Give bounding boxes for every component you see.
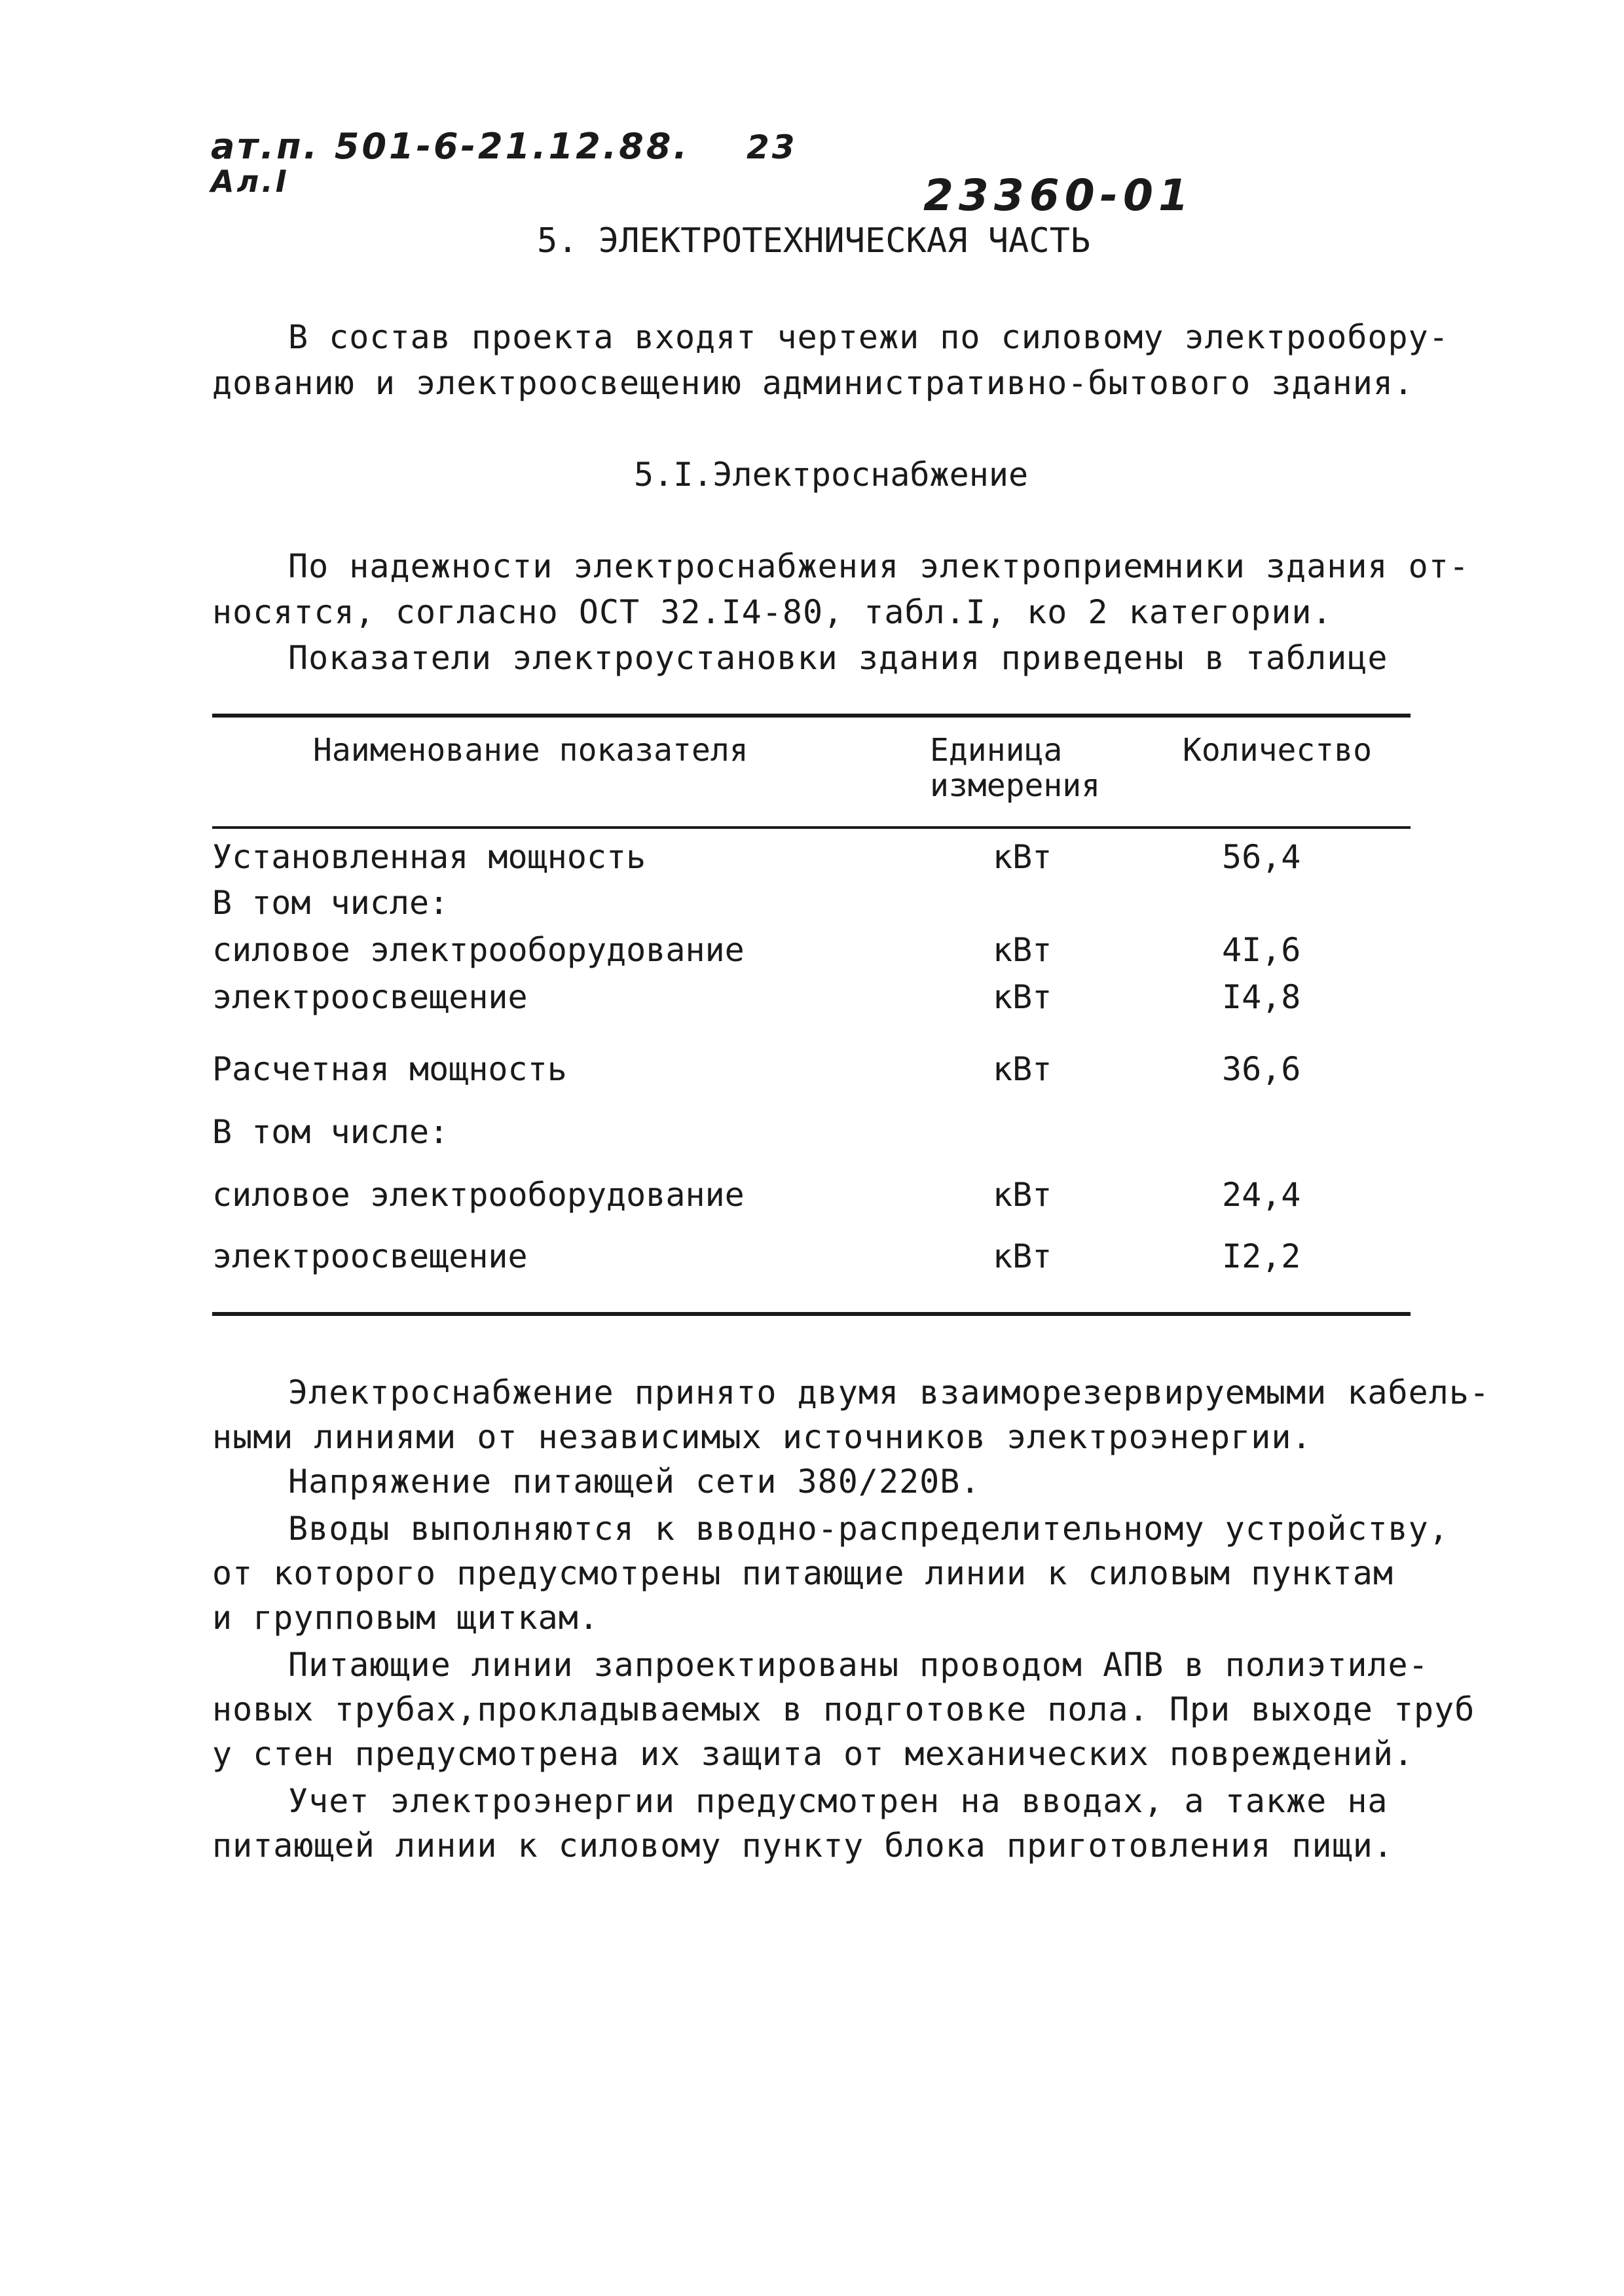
table-header-name: Наименование показателя xyxy=(313,732,748,769)
table-row-value: 36,6 xyxy=(1222,1050,1301,1088)
page-number: 23 xyxy=(747,128,798,166)
intro-line-2: дованию и электроосвещению административно-бытового здания. xyxy=(212,364,1414,402)
body-line-11: питающей линии к силовому пункту блока приготовления пищи. xyxy=(212,1827,1393,1865)
reliability-line-2: носятся, согласно ОСТ 32.I4-80, табл.I, ко 2 категории. xyxy=(212,593,1333,631)
body-line-6: и групповым щиткам. xyxy=(212,1599,599,1637)
table-row-name: электроосвещение xyxy=(212,1237,528,1275)
table-row-name: электроосвещение xyxy=(212,978,528,1016)
table-row-name: В том числе: xyxy=(212,1113,449,1151)
reliability-line-3: Показатели электроустановки здания приведены в таблице xyxy=(288,639,1388,677)
table-row-value: 4I,6 xyxy=(1222,931,1301,969)
body-line-5: от которого предусмотрены питающие линии к силовым пунктам xyxy=(212,1554,1393,1592)
body-line-1: Электроснабжение принято двумя взаиморезервируемыми кабель- xyxy=(288,1374,1490,1412)
table-header-quantity: Количество xyxy=(1183,732,1372,769)
table-row-unit: кВт xyxy=(993,1176,1052,1214)
table-row-unit: кВт xyxy=(993,1050,1052,1088)
body-line-4: Вводы выполняются к вводно-распределительному устройству, xyxy=(288,1510,1449,1548)
body-line-3: Напряжение питающей сети 380/220В. xyxy=(288,1463,981,1501)
body-line-2: ными линиями от независимых источников электроэнергии. xyxy=(212,1418,1312,1456)
table-top-rule xyxy=(212,714,1411,718)
body-line-10: Учет электроэнергии предусмотрен на вводах, а также на xyxy=(288,1782,1388,1820)
table-row-name: силовое электрооборудование xyxy=(212,1176,745,1214)
sheet-label: Ал.I xyxy=(211,164,289,199)
table-row-unit: кВт xyxy=(993,1237,1052,1275)
table-row-value: 56,4 xyxy=(1222,838,1301,876)
table-row-unit: кВт xyxy=(993,978,1052,1016)
body-line-7: Питающие линии запроектированы проводом АПВ в полиэтиле- xyxy=(288,1646,1429,1684)
body-line-8: новых трубах,прокладываемых в подготовке пола. При выходе труб xyxy=(212,1690,1475,1728)
table-row-name: В том числе: xyxy=(212,884,449,922)
table-row-name: силовое электрооборудование xyxy=(212,931,745,969)
body-line-9: у стен предусмотрена их защита от механических повреждений. xyxy=(212,1735,1414,1773)
reliability-line-1: По надежности электроснабжения электроприемники здания от- xyxy=(288,547,1469,585)
section-title: 5. ЭЛЕКТРОТЕХНИЧЕСКАЯ ЧАСТЬ xyxy=(537,221,1091,261)
table-row-name: Расчетная мощность xyxy=(212,1050,567,1088)
document-code: ат.п. 501-6-21.12.88. xyxy=(211,126,690,167)
table-row-unit: кВт xyxy=(993,838,1052,876)
intro-line-1: В состав проекта входят чертежи по силовому электрообору- xyxy=(288,318,1449,356)
table-row-value: 24,4 xyxy=(1222,1176,1301,1214)
table-row-name: Установленная мощность xyxy=(212,838,646,876)
subsection-title: 5.I.Электроснабжение xyxy=(634,456,1029,494)
table-header-rule xyxy=(212,826,1411,829)
document-number: 23360-01 xyxy=(923,170,1194,221)
table-row-value: I4,8 xyxy=(1222,978,1301,1016)
table-header-unit-1: Единица xyxy=(930,732,1063,769)
table-header-unit-2: измерения xyxy=(930,767,1101,804)
table-bottom-rule xyxy=(212,1312,1411,1316)
table-row-unit: кВт xyxy=(993,931,1052,969)
table-row-value: I2,2 xyxy=(1222,1237,1301,1275)
